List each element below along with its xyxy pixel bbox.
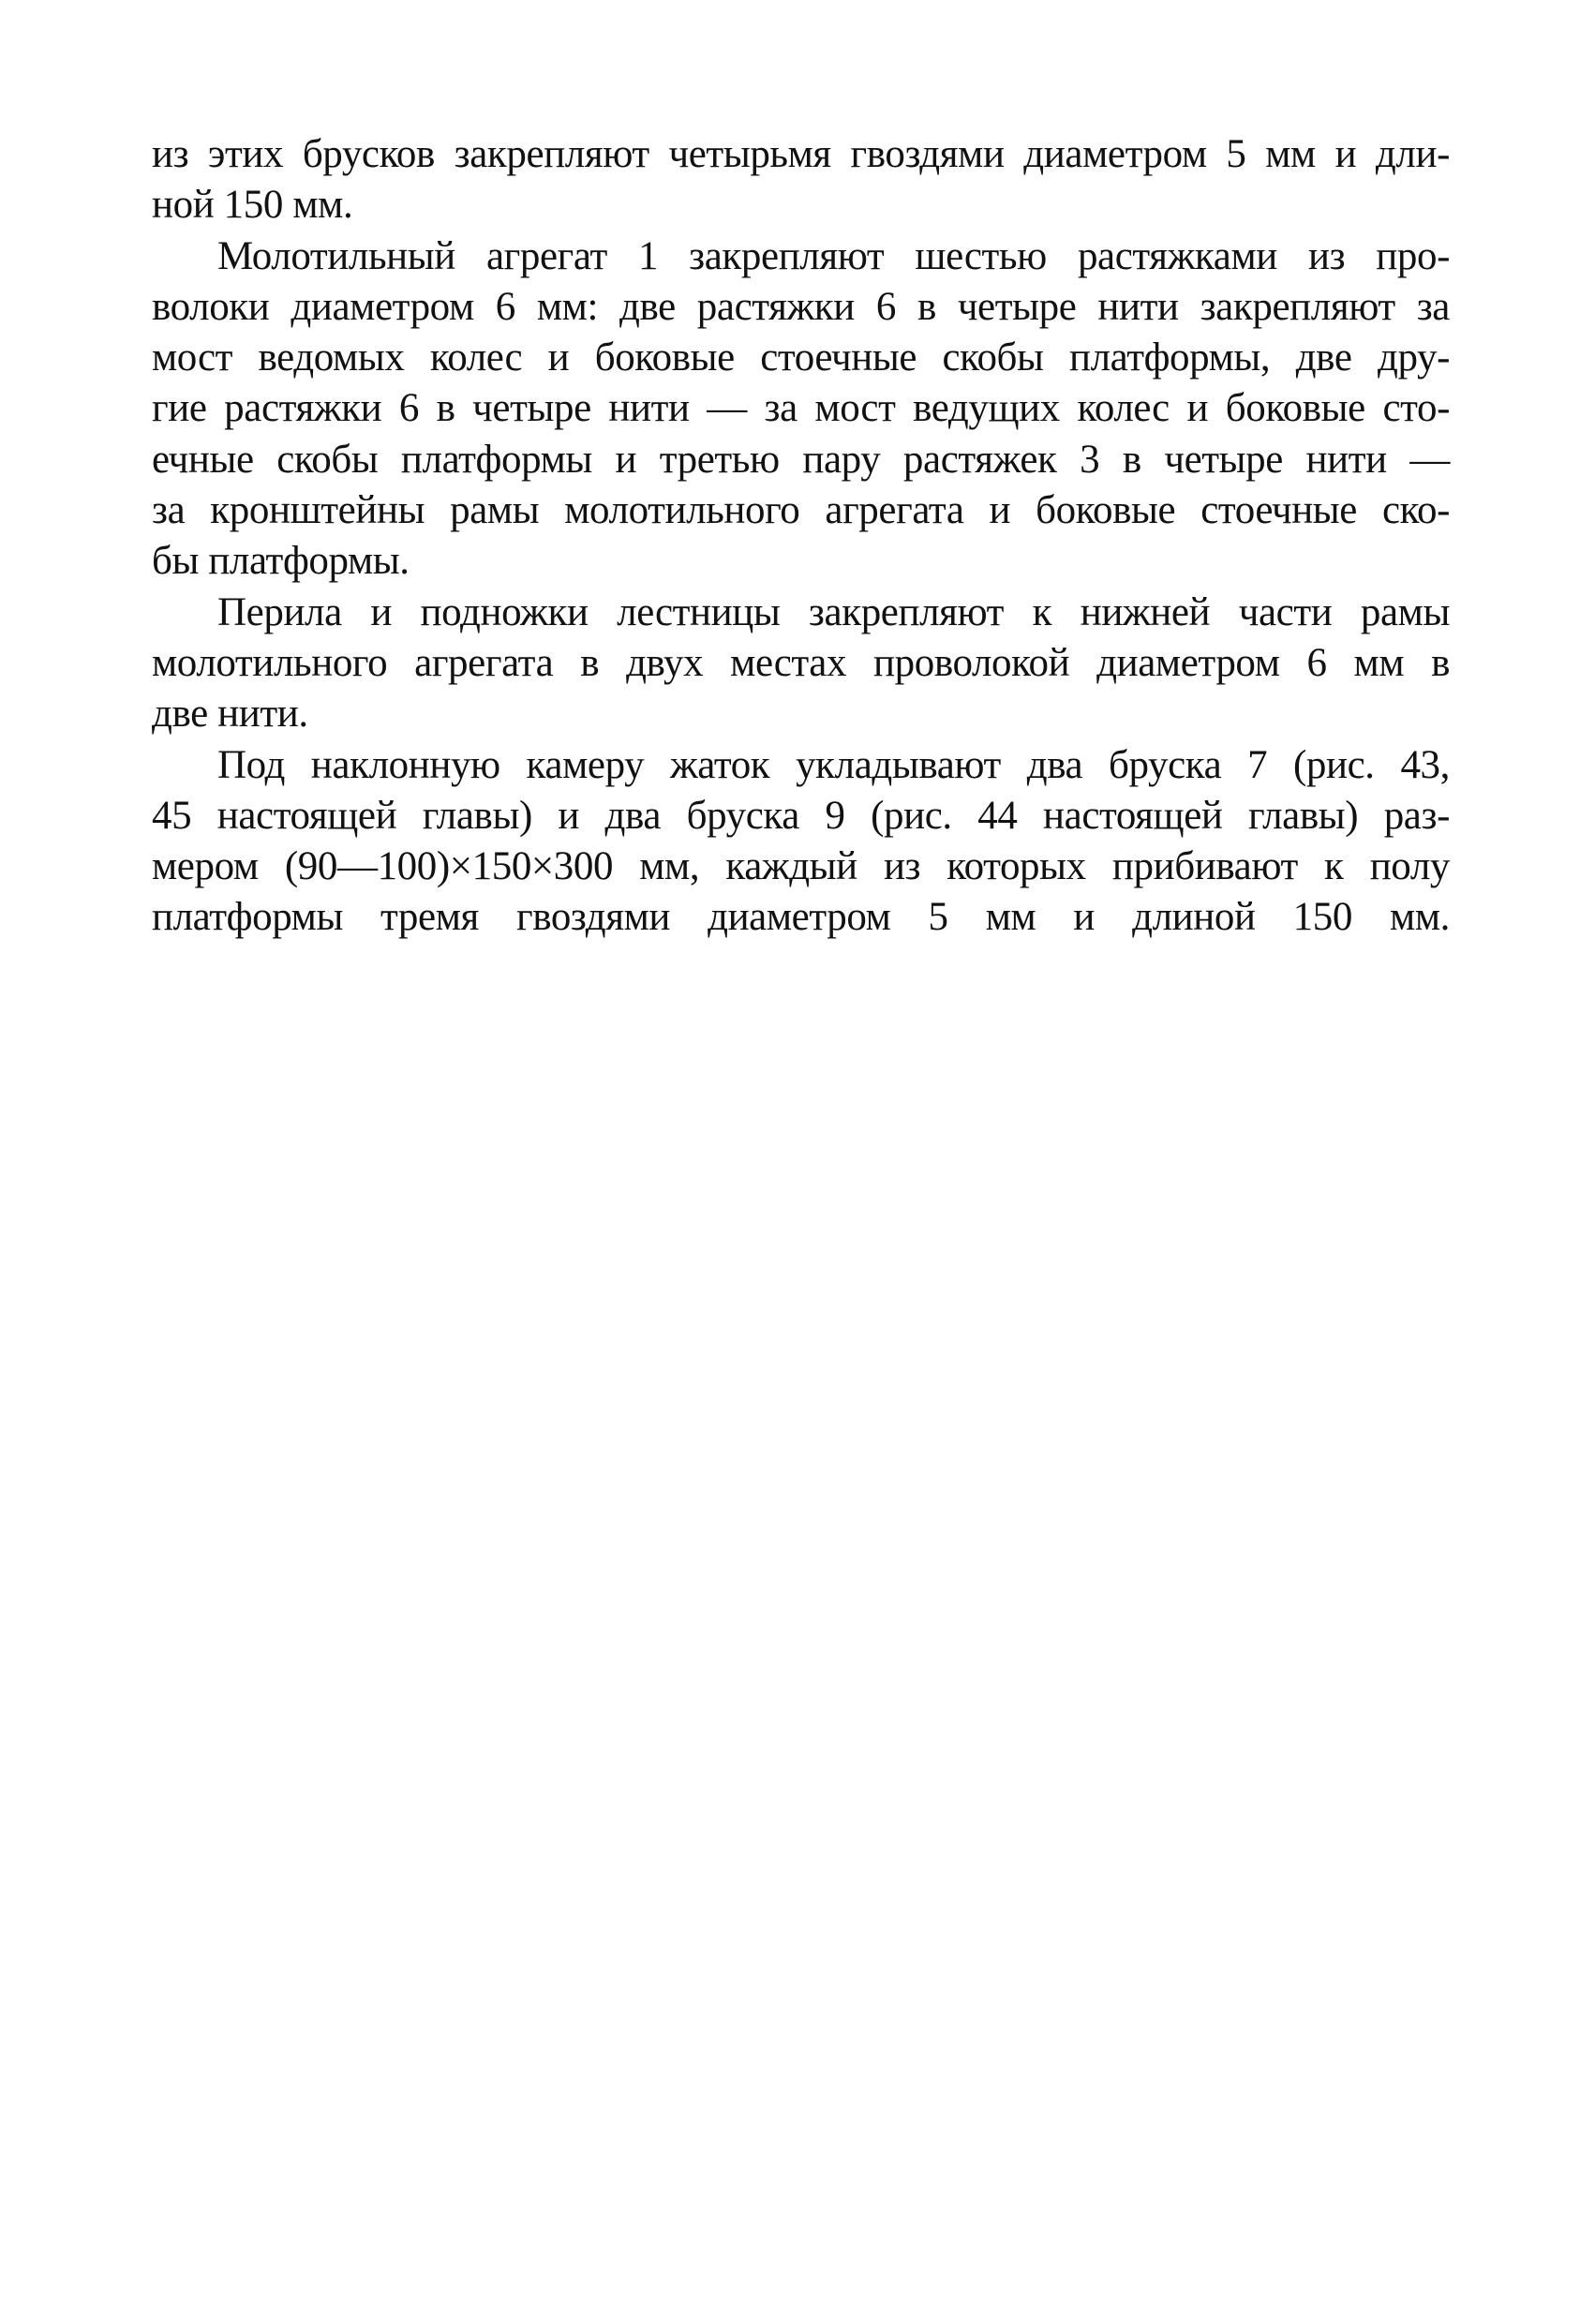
paragraph-4 [152, 740, 1450, 944]
text-line: платформы тремя гвоздями диаметром 5 мм и длиной 150 мм. [152, 895, 1450, 940]
paragraph-1 [152, 129, 1450, 231]
text-line: 45 настоящей главы) и два бруска 9 (рис. 44 настоящей главы) раз- [152, 793, 1450, 838]
text-line: за кронштейны рамы молотильного агрегата и боковые стоечные ско- [152, 488, 1450, 533]
text-line: ечные скобы платформы и третью пару растяжек 3 в четыре нити — [152, 437, 1450, 482]
paragraph-3 [152, 588, 1450, 740]
text-line: волоки диаметром 6 мм: две растяжки 6 в четыре нити закрепляют за [152, 284, 1450, 329]
text-line: из этих брусков закрепляют четырьмя гвоздями диаметром 5 мм и дли- [152, 132, 1450, 176]
text-line: молотильного агрегата в двух местах проволокой диаметром 6 мм в [152, 640, 1450, 685]
paragraph-2 [152, 231, 1450, 588]
body-text [152, 129, 1450, 944]
text-line: мером (90—100)×150×300 мм, каждый из которых прибивают к полу [152, 844, 1450, 889]
text-line: Молотильный агрегат 1 закрепляют шестью растяжками из про- [217, 233, 1450, 278]
text-line: мост ведомых колес и боковые стоечные скобы платформы, две дру- [152, 335, 1450, 380]
text-line: Перила и подножки лестницы закрепляют к нижней части рамы [217, 589, 1450, 634]
text-line: гие растяжки 6 в четыре нити — за мост ведущих колес и боковые сто- [152, 386, 1450, 431]
text-line: бы платформы. [152, 539, 410, 584]
text-line: Под наклонную камеру жаток укладывают два бруска 7 (рис. 43, [217, 742, 1450, 787]
text-line: ной 150 мм. [152, 183, 353, 228]
text-line: две нити. [152, 692, 308, 737]
